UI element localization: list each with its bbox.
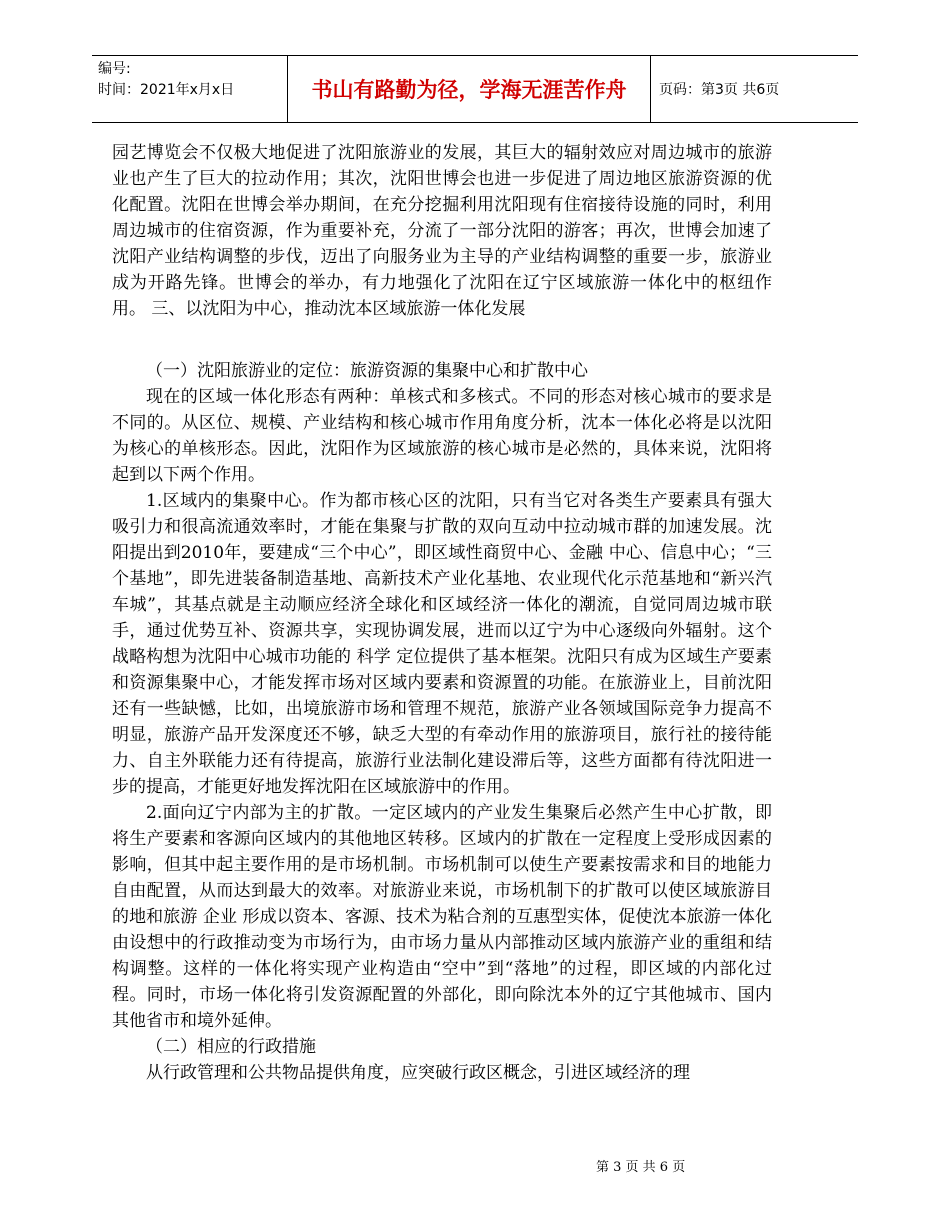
header-page-info: 页码：第3页 共6页: [659, 82, 780, 98]
paragraph-4: 2.面向辽宁内部为主的扩散。一定区域内的产业发生集聚后必然产生中心扩散，即将生产要素和客源向区域内的其他地区转移。区域内的扩散在一定程度上受形成因素的影响，但其中起主要作用的是市场机制。市场机制可以使生产要素按需求和目的地能力自由配置，从而达到最大的效率。对旅游业来说，市场机制下的扩散可以使区域旅游目的地和旅游 企业 形成以资本、客源、技术为粘合剂的互惠型实体，促使沈本旅游一体化由设想中的行政推动变为市场行为，由市场力量从内部推动区域内旅游产业的重组和结构调整。这样的一体化将实现产业构造由“空中”到“落地”的过程，即区域的内部化过程。同时，市场一体化将引发资源配置的外部化，即向除沈本外的辽宁其他城市、国内其他省市和境外延伸。: [112, 803, 772, 1031]
paragraph-1: 园艺博览会不仅极大地促进了沈阳旅游业的发展，其巨大的辐射效应对周边城市的旅游业也产生了巨大的拉动作用；其次，沈阳世博会也进一步促进了周边地区旅游资源的优化配置。沈阳在世博会举办期间，在充分挖掘利用沈阳现有住宿接待设施的同时，利用周边城市的住宿资源，作为重要补充，分流了一部分沈阳的游客；再次，世博会加速了沈阳产业结构调整的步伐，迈出了向服务业为主导的产业结构调整的重要一步，旅游业成为开路先锋。世博会的举办，有力地强化了沈阳在辽宁区域旅游一体化中的枢纽作用。 三、以沈阳为中心，推动沈本区域旅游一体化发展: [112, 143, 772, 319]
paragraph-5: 从行政管理和公共物品提供角度，应突破行政区概念，引进区域经济的理: [146, 1063, 690, 1083]
header-motto: 书山有路勤为径，学海无涯苦作舟: [287, 56, 651, 122]
page-footer: 第 3 页 共 6 页: [596, 1160, 686, 1175]
section-heading-2: （二）相应的行政措施: [146, 1037, 316, 1057]
document-time-label: 时间：2021年x月x日: [98, 82, 235, 98]
section-heading-1: （一）沈阳旅游业的定位：旅游资源的集聚中心和扩散中心: [146, 361, 588, 381]
document-body: [112, 140, 772, 1086]
header-meta: [92, 56, 287, 122]
paragraph-2: 现在的区域一体化形态有两种：单核式和多核式。不同的形态对核心城市的要求是不同的。从区位、规模、产业结构和核心城市作用角度分析，沈本一体化必将是以沈阳为核心的单核形态。因此，沈阳作为区域旅游的核心城市是必然的，具体来说，沈阳将起到以下两个作用。: [112, 387, 772, 485]
document-number-label: 编号:: [98, 61, 131, 77]
paragraph-3: 1.区域内的集聚中心。作为都市核心区的沈阳，只有当它对各类生产要素具有强大吸引力和很高流通效率时，才能在集聚与扩散的双向互动中拉动城市群的加速发展。沈阳提出到2010年，要建成“三个中心”，即区域性商贸中心、金融 中心、信息中心；“三个基地”，即先进装备制造基地、高新技术产业化基地、农业现代化示范基地和“新兴汽车城”，其基点就是主动顺应经济全球化和区域经济一体化的潮流，自觉同周边城市联手，通过优势互补、资源共享，实现协调发展，进而以辽宁为中心逐级向外辐射。这个战略构想为沈阳中心城市功能的 科学 定位提供了基本框架。沈阳只有成为区域生产要素和资源集聚中心，才能发挥市场对区域内要素和资源置的功能。在旅游业上，目前沈阳还有一些缺憾，比如，出境旅游市场和管理不规范，旅游产业各领域国际竞争力提高不明显，旅游产品开发深度还不够，缺乏大型的有牵动作用的旅游项目，旅行社的接待能力、自主外联能力还有待提高，旅游行业法制化建设滞后等，这些方面都有待沈阳进一步的提高，才能更好地发挥沈阳在区域旅游中的作用。: [112, 491, 772, 797]
paragraph-gap: [112, 322, 772, 358]
page-header: [92, 55, 858, 123]
